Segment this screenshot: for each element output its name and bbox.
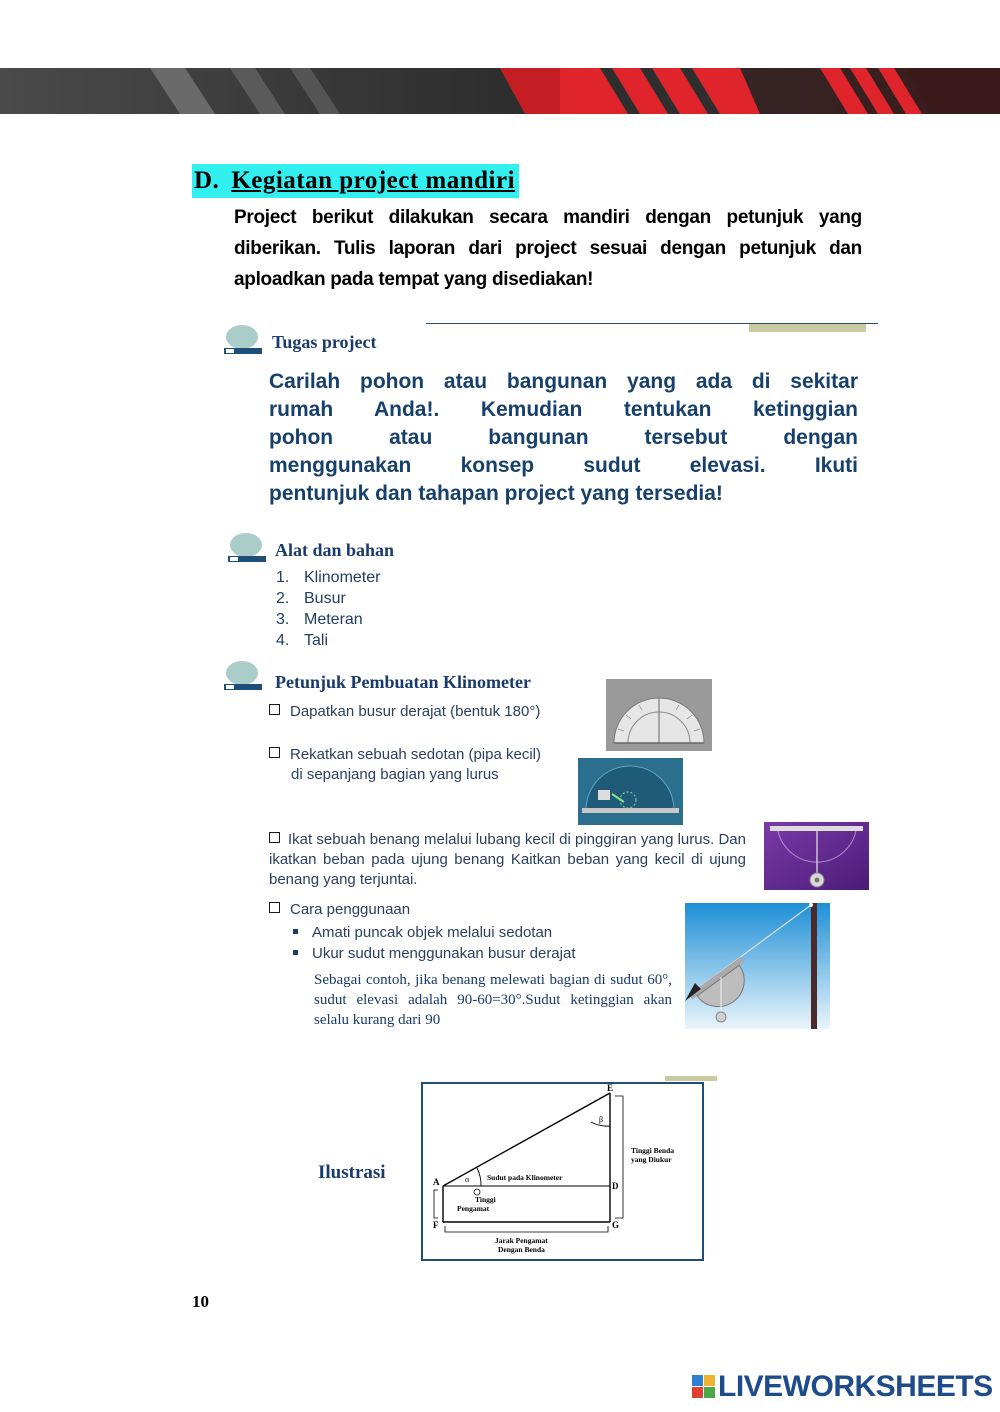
guide-heading: Petunjuk Pembuatan Klinometer: [275, 672, 531, 692]
section-intro: Project berikut dilakukan secara mandiri dengan petunjuk yang diberikan. Tulis laporan dari project sesuai dengan petunjuk dan aploadkan pada tempat yang disediakan!: [234, 207, 862, 290]
plumb-weight-image: [764, 822, 869, 890]
distance-label: Dengan Benda: [498, 1245, 545, 1254]
point-a: A: [433, 1177, 440, 1187]
observer-height-label: Pengamat: [457, 1204, 490, 1213]
straw-protractor-image: [578, 758, 683, 825]
task-line: pentunjuk dan tahapan project yang tersedia!: [269, 482, 723, 505]
task-text: [269, 368, 858, 508]
page-number: 10: [192, 1292, 209, 1311]
bullet-icon: [293, 929, 298, 934]
header-banner: [0, 68, 1000, 114]
bubble-icon: [226, 532, 266, 566]
beta-label: β: [599, 1115, 604, 1124]
clinometer-usage-image: [685, 903, 830, 1029]
tools-list: [276, 567, 380, 651]
task-line: menggunakan konsep sudut elevasi. Ikuti: [269, 454, 858, 477]
distance-label: Jarak Pengamat: [495, 1236, 548, 1245]
example-text: Sebagai contoh, jika benang melewati bagian di sudut 60°, sudut elevasi adalah 90-60=30°.Sudut ketinggian akan selalu kurang dari 90: [314, 972, 672, 1028]
checkbox-icon: [269, 704, 280, 715]
bubble-icon: [222, 324, 262, 358]
checkbox-icon: [269, 832, 280, 843]
step-2: Rekatkan sebuah sedotan (pipa kecil) di sepanjang bagian yang lurus: [269, 745, 581, 785]
olive-accent-bar: [665, 1076, 717, 1081]
list-item: 3. Meteran: [276, 611, 363, 628]
point-d: D: [612, 1181, 619, 1191]
angle-label: Sudut pada Klinometer: [487, 1173, 563, 1182]
protractor-image: [606, 679, 712, 751]
list-item: 2. Busur: [276, 590, 346, 607]
section-title: [192, 164, 519, 198]
sub-step-1: Amati puncak objek melalui sedotan: [293, 923, 552, 943]
task-heading: Tugas project: [272, 332, 377, 352]
section-title-text: Kegiatan project mandiri: [231, 167, 516, 194]
illustration-diagram: [421, 1082, 704, 1261]
liveworksheets-logo[interactable]: [692, 1370, 993, 1404]
step-4: Cara penggunaan: [269, 900, 410, 920]
task-line: pohon atau bangunan tersebut dengan: [269, 426, 858, 449]
checkbox-icon: [269, 747, 280, 758]
tools-heading: Alat dan bahan: [275, 540, 395, 560]
checkbox-icon: [269, 902, 280, 913]
step-1: Dapatkan busur derajat (bentuk 180°): [269, 702, 540, 722]
object-height-label: yang Diukur: [631, 1155, 672, 1164]
list-item: 1. Klinometer: [276, 569, 381, 586]
illustration-label: Ilustrasi: [318, 1162, 386, 1183]
olive-accent-bar: [749, 324, 866, 332]
point-f: F: [433, 1220, 439, 1230]
sub-step-2: Ukur sudut menggunakan busur derajat: [293, 944, 576, 964]
task-line: Carilah pohon atau bangunan yang ada di sekitar: [269, 370, 858, 393]
observer-height-label: Tinggi: [475, 1195, 496, 1204]
task-line: rumah Anda!. Kemudian tentukan ketinggian: [269, 398, 858, 421]
list-item: 4. Tali: [276, 632, 329, 649]
bullet-icon: [293, 950, 298, 955]
point-e: E: [607, 1083, 614, 1093]
point-g: G: [612, 1220, 620, 1230]
live-badge-icon: [692, 1374, 716, 1400]
logo-text: LIVEWORKSHEETS: [718, 1370, 993, 1403]
section-letter: D.: [194, 167, 220, 194]
bubble-icon: [222, 660, 262, 694]
object-height-label: Tinggi Benda: [631, 1146, 675, 1155]
step-3: Ikat sebuah benang melalui lubang kecil di pinggiran yang lurus. Dan ikatkan beban pada ujung benang Kaitkan beban yang kecil di ujung benang yang terjuntai.: [269, 831, 746, 888]
alpha-label: α: [465, 1175, 470, 1184]
